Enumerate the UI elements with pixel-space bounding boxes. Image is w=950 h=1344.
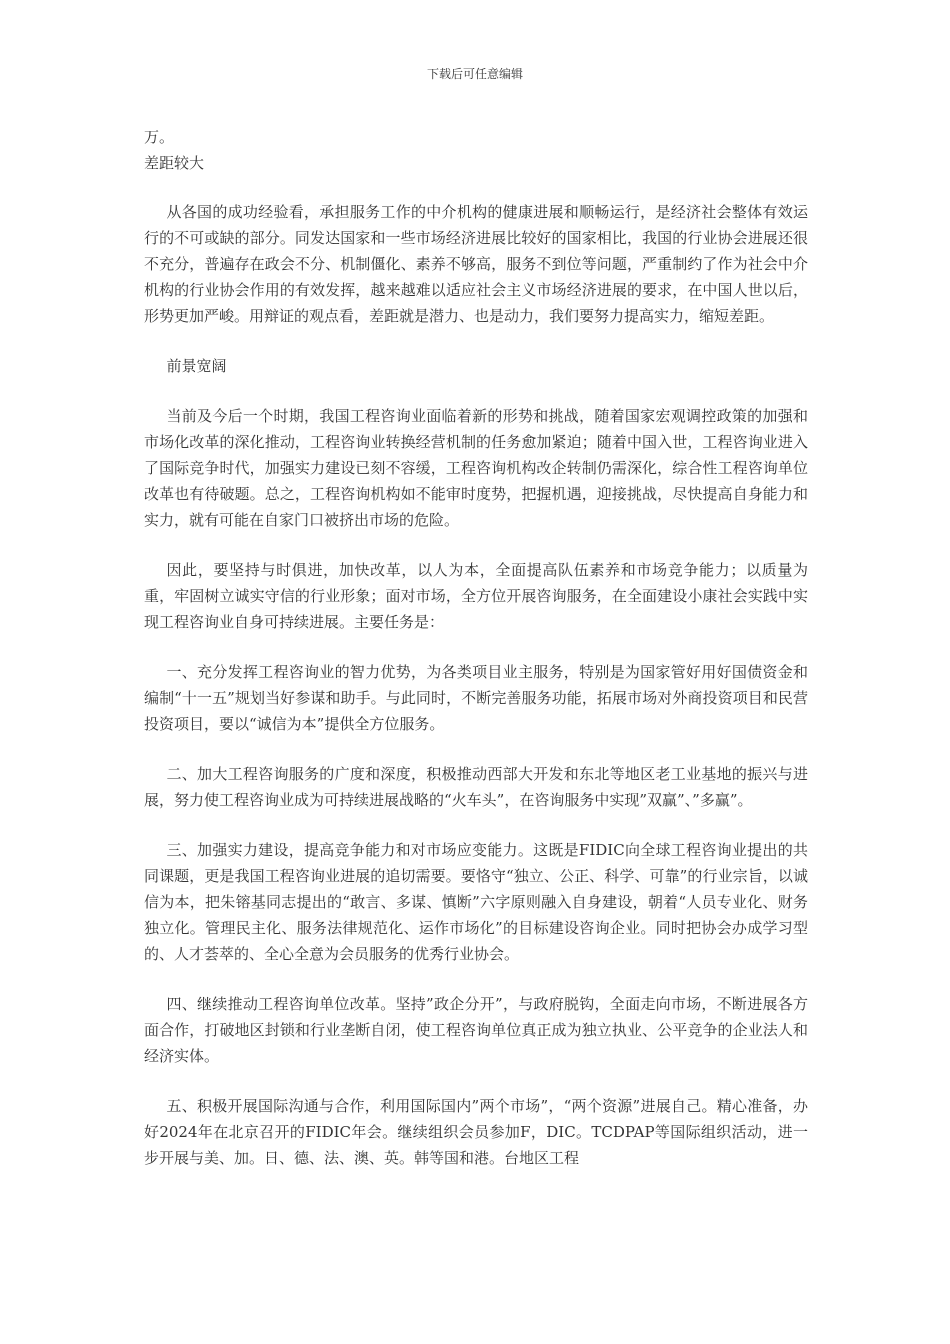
paragraph: 五、积极开展国际沟通与合作，利用国际国内”两个市场”，“两个资源”进展自己。精心准备，办好2024年在北京召开的FIDIC年会。继续组织会员参加F，DIC。TCDPAP等国际组织活动，进一步开展与美、加。日、德、法、澳、英。韩等国和港。台地区工程 — [144, 1097, 808, 1167]
section-heading: 差距较大 — [144, 154, 205, 172]
section-heading: 前景宽阔 — [166, 357, 227, 375]
page-header — [0, 66, 950, 82]
paragraph: 当前及今后一个时期，我国工程咨询业面临着新的形势和挑战，随着国家宏观调控政策的加强和市场化改革的深化推动，工程咨询业转换经营机制的任务愈加紧迫；随着中国入世，工程咨询业进入了国际竞争时代，加强实力建设已刻不容缓，工程咨询机构改企转制仍需深化，综合性工程咨询单位改革也有待破题。总之，工程咨询机构如不能审时度势，把握机遇，迎接挑战，尽快提高自身能力和实力，就有可能在自家门口被挤出市场的危险。 — [144, 407, 808, 529]
paragraph: 从各国的成功经验看，承担服务工作的中介机构的健康进展和顺畅运行，是经济社会整体有效运行的不可或缺的部分。同发达国家和一些市场经济进展比较好的国家相比，我国的行业协会进展还很不充分，普遍存在政会不分、机制僵化、素养不够高，服务不到位等问题，严重制约了作为社会中介机构的行业协会作用的有效发挥，越来越难以适应社会主义市场经济进展的要求，在中国人世以后，形势更加严峻。用辩证的观点看，差距就是潜力、也是动力，我们要努力提高实力，缩短差距。 — [144, 203, 808, 325]
paragraph: 一、充分发挥工程咨询业的智力优势，为各类项目业主服务，特别是为国家管好用好国债资金和编制“十一五”规划当好参谋和助手。与此同时，不断完善服务功能，拓展市场对外商投资项目和民营投资项目，要以“诚信为本”提供全方位服务。 — [144, 663, 808, 733]
document-body — [144, 124, 808, 1171]
header-text: 下载后可任意编辑 — [426, 67, 523, 81]
paragraph: 二、加大工程咨询服务的广度和深度，积极推动西部大开发和东北等地区老工业基地的振兴与进展，努力使工程咨询业成为可持续进展战略的“火车头”，在咨询服务中实现”双赢”、”多赢”。 — [144, 765, 808, 809]
text-line: 万。 — [144, 128, 175, 146]
paragraph: 因此，要坚持与时俱进，加快改革，以人为本，全面提高队伍素养和市场竞争能力；以质量为重，牢固树立诚实守信的行业形象；面对市场，全方位开展咨询服务，在全面建设小康社会实践中实现工程咨询业自身可持续进展。主要任务是： — [144, 561, 808, 631]
paragraph: 三、加强实力建设，提高竞争能力和对市场应变能力。这既是FIDIC向全球工程咨询业提出的共同课题，更是我国工程咨询业进展的追切需要。要恪守“独立、公正、科学、可靠”的行业宗旨，以诚信为本，把朱镕基同志提出的“敢言、多谋、慎断”六字原则融入自身建设，朝着“人员专业化、财务独立化。管理民主化、服务法律规范化、运作市场化”的目标建设咨询企业。同时把协会办成学习型的、人才荟萃的、全心全意为会员服务的优秀行业协会。 — [144, 841, 808, 963]
paragraph: 四、继续推动工程咨询单位改革。坚持”政企分开”，与政府脱钩，全面走向市场，不断进展各方面合作，打破地区封锁和行业垄断自闭，使工程咨询单位真正成为独立执业、公平竞争的企业法人和经济实体。 — [144, 995, 808, 1065]
